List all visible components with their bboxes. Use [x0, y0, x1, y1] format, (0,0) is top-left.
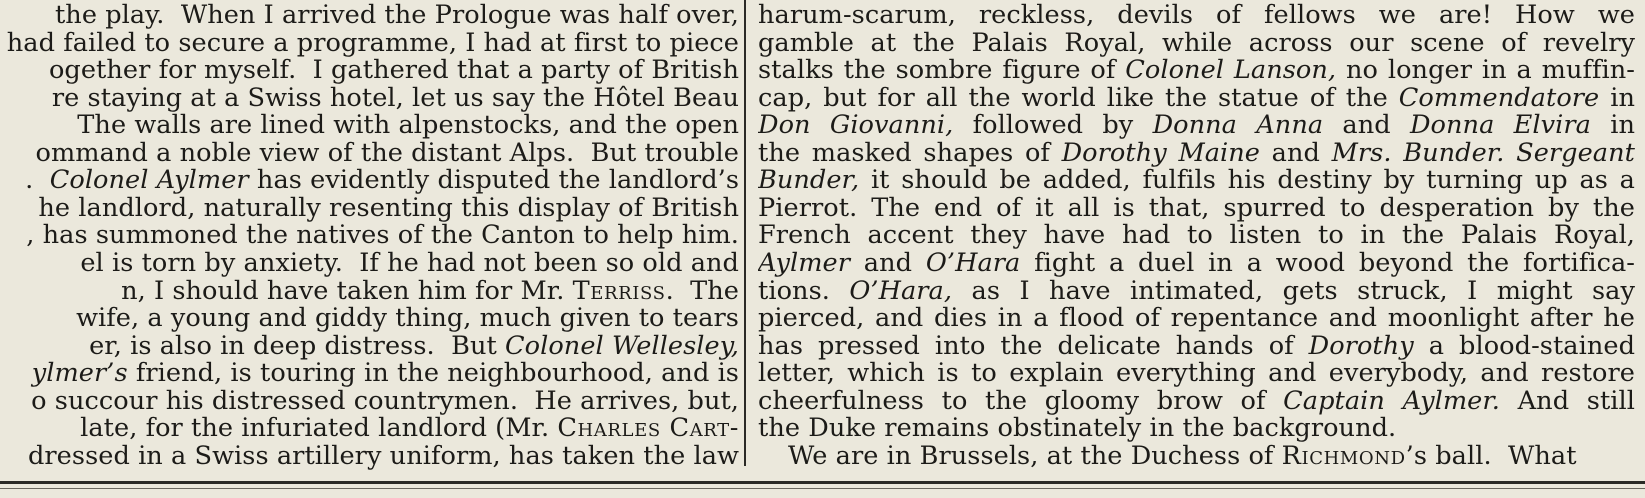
- text-run: ’s ball. What: [1405, 440, 1577, 470]
- text-run: as I have intimated, gets struck, I might say: [952, 276, 1635, 306]
- text-run: cheerfulness to the gloomy brow of: [758, 386, 1284, 416]
- text-run: late, for the infuriated landlord (Mr.: [80, 413, 558, 444]
- text-run: harum-scarum, reckless, devils of fellows we are! How we: [758, 1, 1635, 30]
- small-caps-name: Charles Cart-: [557, 413, 739, 444]
- text-line: [0, 332, 739, 361]
- text-run: the masked shapes of: [758, 138, 1062, 168]
- text-line: [0, 304, 739, 333]
- text-run: he landlord, naturally resenting this display of British: [38, 192, 739, 223]
- right-text-column: [758, 0, 1635, 470]
- bottom-rule: [0, 481, 1645, 484]
- text-line: [0, 221, 739, 250]
- text-line: [758, 249, 1635, 278]
- text-run: wife, a young and giddy thing, much given to tears: [76, 303, 739, 334]
- italic-name: Colonel Lanson,: [1125, 56, 1337, 86]
- text-run: has evidently disputed the landlord’s: [248, 165, 739, 196]
- small-caps-name: Terriss: [572, 275, 666, 306]
- text-run: pierced, and dies in a flood of repentance and moonlight after he: [758, 304, 1635, 334]
- text-run: And still: [1500, 386, 1635, 416]
- italic-name: Colonel Wellesley,: [505, 330, 739, 361]
- italic-name: Mrs. Bunder. Sergeant: [1331, 138, 1635, 168]
- text-run: tions.: [758, 276, 850, 306]
- text-line: [758, 29, 1635, 58]
- text-run: the Duke remains obstinately in the background.: [758, 413, 1397, 444]
- italic-name: Aylmer: [758, 248, 851, 278]
- text-run: a blood-stained: [1413, 331, 1635, 361]
- text-run: er, is also in deep distress. But: [89, 330, 506, 361]
- column-divider: [744, 0, 746, 466]
- text-run: in: [1599, 83, 1635, 113]
- text-line: [758, 304, 1635, 333]
- text-run: dressed in a Swiss artillery uniform, has taken the law: [27, 440, 739, 470]
- italic-name: Dorothy: [1308, 331, 1414, 361]
- small-caps-name: Richmond: [1281, 440, 1406, 470]
- text-line: [758, 194, 1635, 223]
- text-line: [0, 29, 739, 58]
- text-line: [0, 166, 739, 195]
- italic-name: Bunder,: [758, 166, 860, 196]
- text-line: [0, 387, 739, 416]
- text-line: [0, 249, 739, 278]
- text-line: [758, 359, 1635, 388]
- italic-name: Dorothy Maine: [1061, 138, 1260, 168]
- text-run: ommand a noble view of the distant Alps. But trouble: [35, 137, 739, 168]
- text-line: [0, 1, 739, 30]
- italic-name: Colonel Aylmer: [49, 165, 249, 196]
- text-run: followed by: [953, 111, 1153, 141]
- italic-name: Don Giovanni,: [758, 111, 954, 141]
- text-line: [0, 194, 739, 223]
- text-line: [758, 277, 1635, 306]
- text-line: [758, 221, 1635, 250]
- text-line: [0, 442, 739, 470]
- text-line: [758, 387, 1635, 416]
- italic-name: Captain Aylmer.: [1283, 386, 1500, 416]
- text-run: gamble at the Palais Royal, while across our scene of revelry: [758, 28, 1635, 58]
- text-line: [758, 442, 1635, 470]
- italic-name: ylmer’s: [31, 358, 128, 389]
- text-run: and: [1259, 138, 1332, 168]
- text-line: [758, 84, 1635, 113]
- text-line: [758, 332, 1635, 361]
- text-line: [0, 414, 739, 443]
- text-run: re staying at a Swiss hotel, let us say the Hôtel Beau: [51, 82, 739, 113]
- text-run: in: [1590, 111, 1635, 141]
- bottom-rule-thin: [0, 488, 1645, 489]
- italic-name: Commendatore: [1398, 83, 1600, 113]
- text-run: .: [25, 165, 50, 196]
- text-run: . The: [665, 275, 739, 306]
- text-run: Pierrot. The end of it all is that, spurred to desperation by the: [758, 193, 1635, 223]
- text-run: el is torn by anxiety. If he had not been so old and: [80, 247, 739, 278]
- text-run: it should be added, fulfils his destiny by turning up as a: [859, 166, 1635, 196]
- text-run: letter, which is to explain everything and everybody, and restore: [758, 359, 1635, 389]
- text-run: no longer in a muffin-: [1336, 56, 1635, 86]
- text-line: [0, 359, 739, 388]
- text-line: [758, 1, 1635, 30]
- text-run: fight a duel in a wood beyond the fortifica-: [1020, 248, 1635, 278]
- italic-name: Donna Anna: [1152, 111, 1324, 141]
- italic-name: O’Hara: [925, 248, 1021, 278]
- italic-name: O’Hara,: [849, 276, 953, 306]
- text-run: The walls are lined with alpenstocks, and the open: [77, 110, 739, 141]
- text-line: [0, 277, 739, 306]
- text-run: ogether for myself. I gathered that a party of British: [48, 55, 739, 86]
- text-line: [0, 139, 739, 168]
- text-run: the play. When I arrived the Prologue was half over,: [54, 0, 739, 30]
- text-run: n, I should have taken him for Mr.: [121, 275, 573, 306]
- text-run: , has summoned the natives of the Canton to help him.: [26, 220, 739, 251]
- text-line: [758, 111, 1635, 140]
- text-run: stalks the sombre figure of: [758, 56, 1126, 86]
- text-run: and: [1323, 111, 1410, 141]
- text-line: [0, 111, 739, 140]
- text-run: had failed to secure a programme, I had at first to piece: [6, 27, 739, 58]
- text-line: [0, 84, 739, 113]
- text-run: friend, is touring in the neighbourhood, and is: [127, 358, 739, 389]
- text-line: [758, 414, 1635, 443]
- text-line: [0, 56, 739, 85]
- text-run: o succour his distressed countrymen. He arrives, but,: [31, 385, 739, 416]
- text-run: French accent they have had to listen to in the Palais Royal,: [758, 221, 1635, 251]
- italic-name: Donna Elvira: [1409, 111, 1591, 141]
- text-line: [758, 139, 1635, 168]
- text-run: has pressed into the delicate hands of: [758, 331, 1309, 361]
- text-run: We are in Brussels, at the Duchess of: [788, 440, 1282, 470]
- text-line: [758, 166, 1635, 195]
- text-run: cap, but for all the world like the statue of the: [758, 83, 1399, 113]
- left-text-column: [0, 0, 739, 470]
- text-line: [758, 56, 1635, 85]
- text-run: and: [850, 248, 926, 278]
